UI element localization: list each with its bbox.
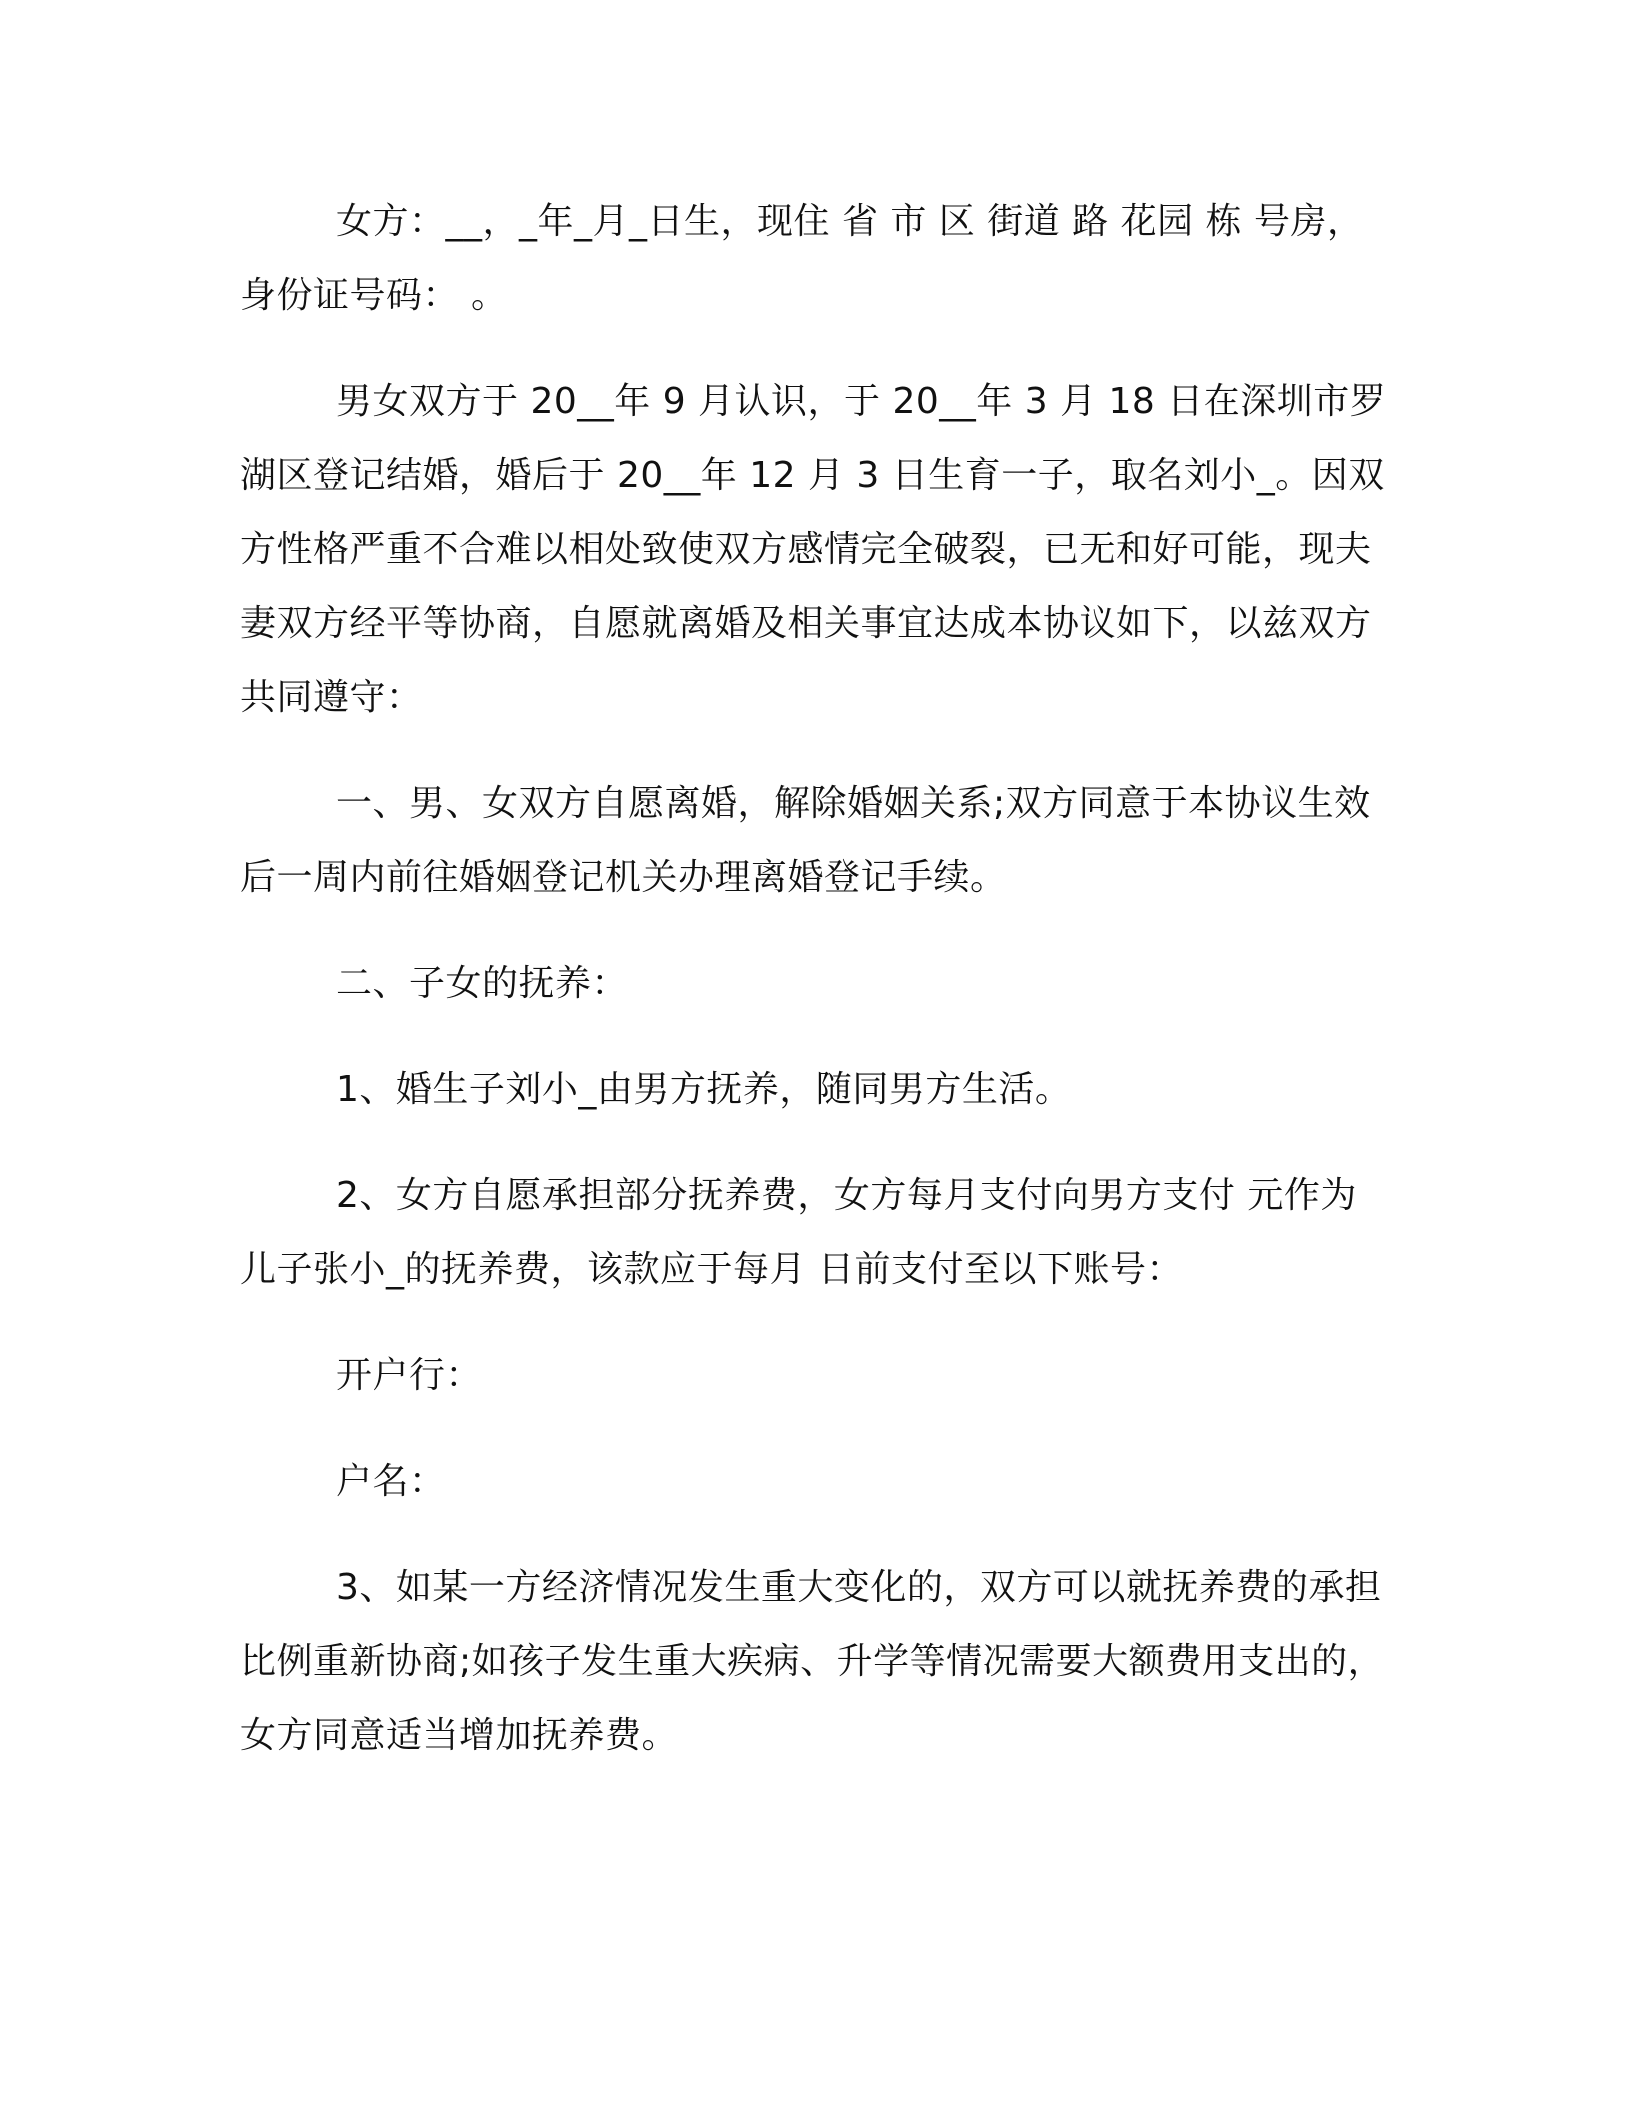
paragraph-clause-child-custody-heading: 二、子女的抚养： xyxy=(336,963,629,1004)
paragraph-clause-child-custody-2: 2、女方自愿承担部分抚养费，女方每月支付向男方支付 元作为儿子张小_的抚养费，该款应于每月 日前支付至以下账号： xyxy=(240,1175,1357,1290)
paragraph-clause-divorce: 一、男、女双方自愿离婚，解除婚姻关系;双方同意于本协议生效后一周内前往婚姻登记机关办理离婚登记手续。 xyxy=(240,783,1371,898)
paragraph-woman-info: 女方：__，_年_月_日生，现住 省 市 区 街道 路 花园 栋 号房，身份证号码： 。 xyxy=(240,201,1364,316)
paragraph-clause-child-custody-1: 1、婚生子刘小_由男方抚养，随同男方生活。 xyxy=(336,1069,1072,1110)
paragraph-bank-name: 开户行： xyxy=(336,1355,483,1396)
paragraph-account-name: 户名： xyxy=(336,1461,446,1502)
document-body xyxy=(240,185,1392,1773)
paragraph-clause-child-custody-3: 3、如某一方经济情况发生重大变化的，双方可以就抚养费的承担比例重新协商;如孩子发生重大疾病、升学等情况需要大额费用支出的，女方同意适当增加抚养费。 xyxy=(240,1567,1385,1756)
paragraph-marriage-background: 男女双方于 20__年 9 月认识，于 20__年 3 月 18 日在深圳市罗湖区登记结婚，婚后于 20__年 12 月 3 日生育一子，取名刘小_。因双方性格严重不合难以相处致使双方感情完全破裂，已无和好可能，现夫妻双方经平等协商，自愿就离婚及相关事宜达成本协议如下，以兹双方共同遵守： xyxy=(240,381,1387,718)
